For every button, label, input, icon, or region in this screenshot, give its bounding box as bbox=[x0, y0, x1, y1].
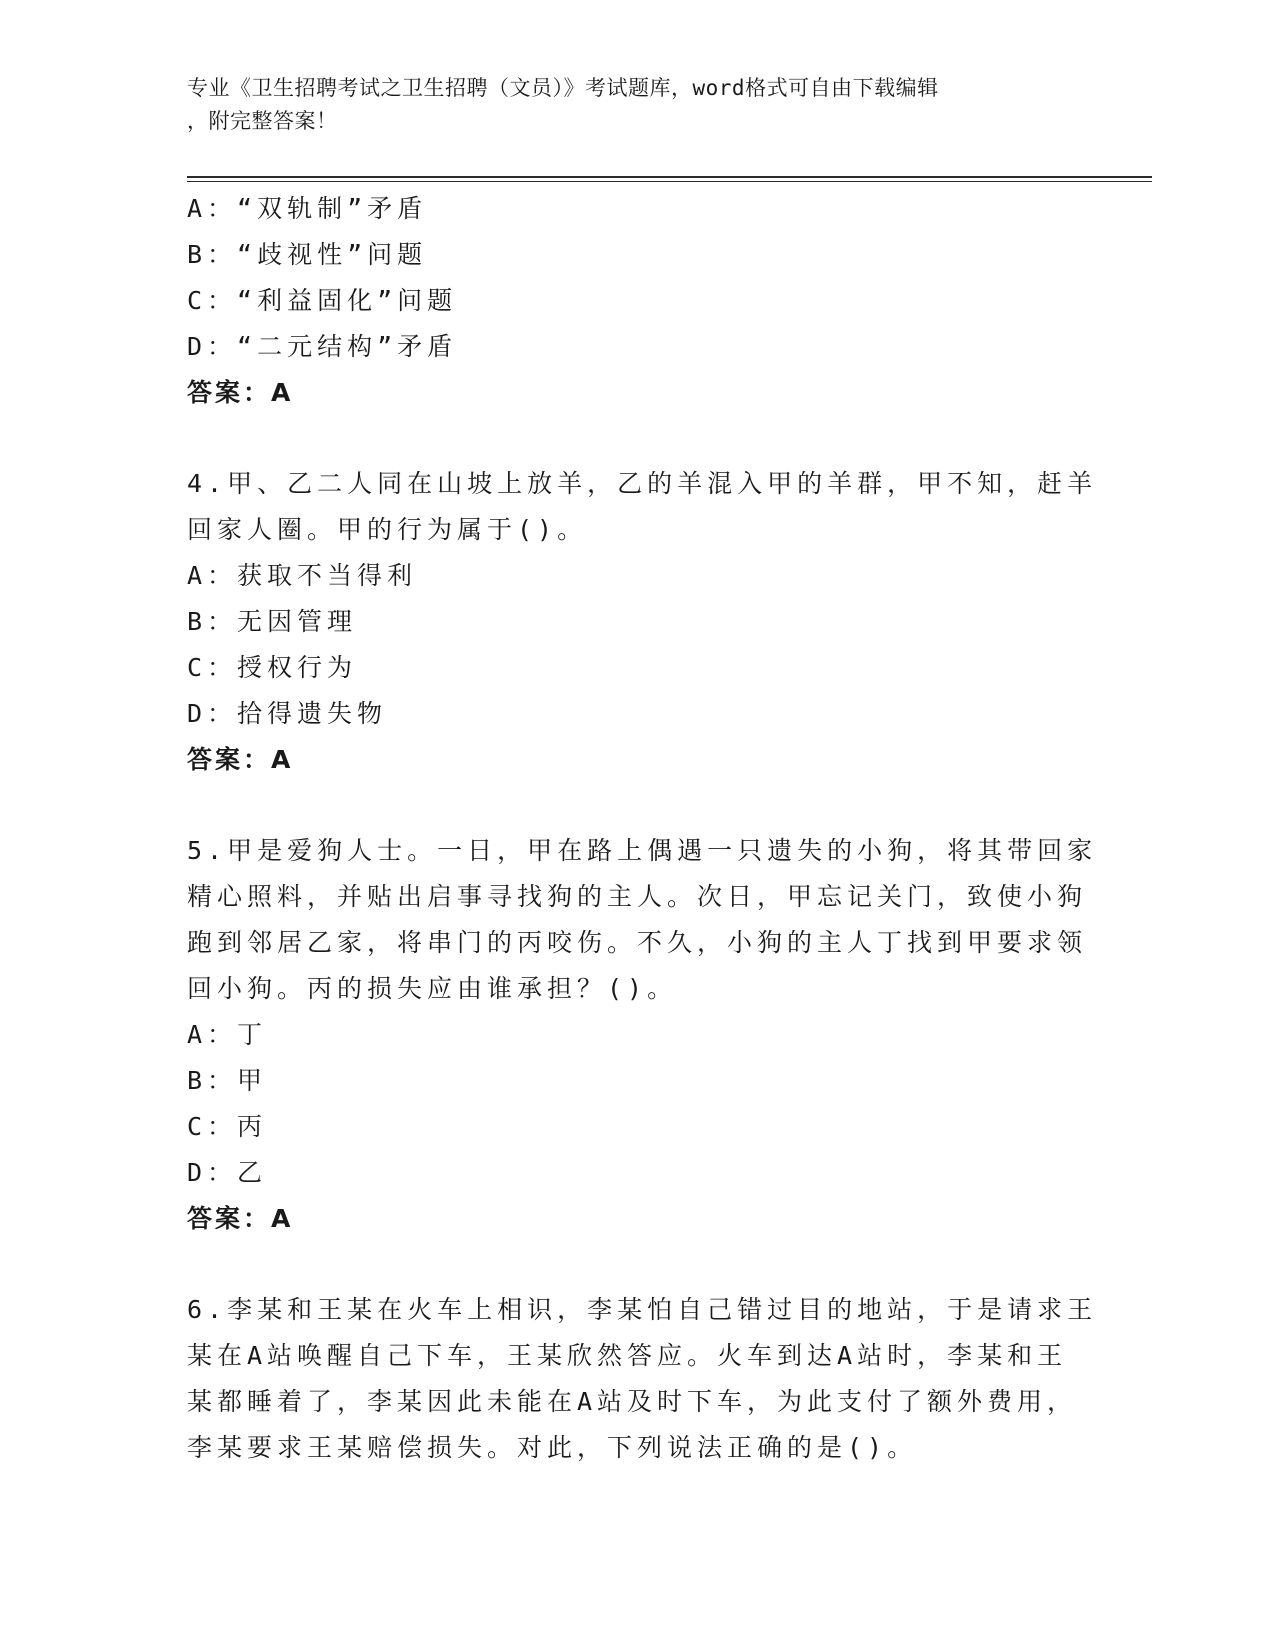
option-b: B：“歧视性”问题 bbox=[187, 240, 428, 269]
header-line-2: ，附完整答案！ bbox=[187, 109, 338, 133]
question-line: 5.甲是爱狗人士。一日，甲在路上偶遇一只遗失的小狗，将其带回家 bbox=[187, 836, 1098, 865]
header-rule-thick bbox=[187, 176, 1152, 178]
option-a: A：获取不当得利 bbox=[187, 561, 418, 590]
question-4 bbox=[187, 461, 1098, 783]
option-a: A：“双轨制”矛盾 bbox=[187, 194, 428, 223]
answer: 答案：A bbox=[187, 378, 294, 407]
question-6 bbox=[187, 1287, 1098, 1471]
option-b: B：无因管理 bbox=[187, 607, 358, 636]
question-content bbox=[187, 186, 1098, 1471]
option-c: C：“利益固化”问题 bbox=[187, 286, 458, 315]
question-5 bbox=[187, 828, 1098, 1242]
answer: 答案：A bbox=[187, 1204, 294, 1233]
question-line: 精心照料，并贴出启事寻找狗的主人。次日，甲忘记关门，致使小狗 bbox=[187, 882, 1088, 911]
question-text bbox=[187, 828, 1098, 1012]
answer: 答案：A bbox=[187, 745, 294, 774]
header-rule-thin bbox=[187, 181, 1152, 182]
question-line: 某都睡着了，李某因此未能在A站及时下车，为此支付了额外费用， bbox=[187, 1387, 1078, 1416]
option-c: C：授权行为 bbox=[187, 653, 358, 682]
question-line: 李某要求王某赔偿损失。对此，下列说法正确的是()。 bbox=[187, 1433, 918, 1462]
question-3 bbox=[187, 186, 1067, 416]
question-line: 某在A站唤醒自己下车，王某欣然答应。火车到达A站时，李某和王 bbox=[187, 1341, 1068, 1370]
option-c: C：丙 bbox=[187, 1112, 268, 1141]
option-b: B：甲 bbox=[187, 1066, 268, 1095]
question-line: 跑到邻居乙家，将串门的丙咬伤。不久，小狗的主人丁找到甲要求领 bbox=[187, 928, 1088, 957]
header-line-1: 专业《卫生招聘考试之卫生招聘（文员）》考试题库，word格式可自由下载编辑 bbox=[187, 76, 939, 100]
question-line: 4.甲、乙二人同在山坡上放羊，乙的羊混入甲的羊群，甲不知，赶羊 bbox=[187, 469, 1098, 498]
option-d: D：拾得遗失物 bbox=[187, 699, 388, 728]
option-d: D：乙 bbox=[187, 1158, 268, 1187]
option-a: A：丁 bbox=[187, 1020, 268, 1049]
question-text bbox=[187, 461, 1098, 553]
document-header bbox=[187, 72, 1067, 138]
question-text bbox=[187, 1287, 1098, 1471]
option-d: D：“二元结构”矛盾 bbox=[187, 332, 458, 361]
question-line: 6.李某和王某在火车上相识，李某怕自己错过目的地站，于是请求王 bbox=[187, 1295, 1098, 1324]
question-line: 回小狗。丙的损失应由谁承担？()。 bbox=[187, 974, 678, 1003]
question-line: 回家人圈。甲的行为属于()。 bbox=[187, 515, 588, 544]
